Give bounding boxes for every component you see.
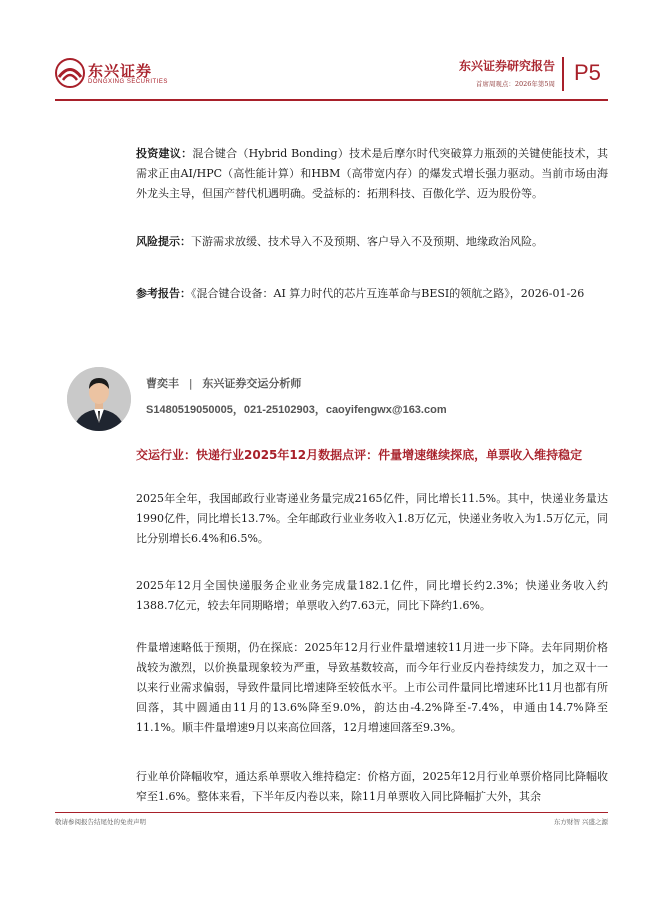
article-title: 交运行业：快递行业2025年12月数据点评：件量增速继续探底，单票收入维持稳定 [136, 448, 583, 462]
article-paragraph-3: 件量增速略低于预期，仍在探底：2025年12月行业件量增速较11月进一步下降。去年同期价格战较为激烈，以价换量现象较为严重，导致基数较高，而今年行业反内卷持续发力，加之双十一以来行业需求偏弱，导致件量同比增速降至较低水平。上市公司件量同比增速环比11月也都有所回落，其中圆通由11月的13.6%降至9.0%，韵达由-4.2%降至-7.4%，申通由14.7%降至11.1%。顺丰件量增速9月以来高位回落，12月增速回落至9.3%。 [136, 641, 608, 734]
investment-label: 投资建议： [136, 147, 193, 160]
header-rule [55, 99, 608, 101]
page-number: P5 [574, 60, 601, 85]
investment-paragraph [136, 144, 608, 204]
reference-paragraph [136, 284, 608, 304]
investment-text: 混合键合（Hybrid Bonding）技术是后摩尔时代突破算力瓶颈的关键使能技术，其需求正由AI/HPC（高性能计算）和HBM（高带宽内存）的爆发式增长强力驱动。当前市场由海外龙头主导，但国产替代机遇明确。受益标的：拓荆科技、百傲化学、迈为股份等。 [136, 147, 609, 200]
analyst-avatar [67, 367, 131, 431]
article-paragraph-2: 2025年12月全国快递服务企业业务完成量182.1亿件，同比增长约2.3%；快递业务收入约1388.7亿元，较去年同期略增；单票收入约7.63元，同比下降约1.6%。 [136, 579, 608, 612]
header-divider [562, 57, 564, 91]
logo-text-cn: 东兴证券 [88, 62, 153, 80]
footer-disclaimer: 敬请参阅报告结尾处的免责声明 [55, 818, 146, 826]
article-paragraph-4: 行业单价降幅收窄，通达系单票收入维持稳定：价格方面，2025年12月行业单票价格同比降幅收窄至1.6%。整体来看，下半年反内卷以来，除11月单票收入同比降幅扩大外，其余 [136, 770, 608, 803]
analyst-name-line [146, 375, 301, 391]
analyst-photo-icon [67, 367, 131, 431]
analyst-role: 东兴证券交运分析师 [202, 377, 302, 390]
logo-text-en: DONGXING SECURITIES [88, 79, 168, 85]
reference-text: 《混合键合设备：AI 算力时代的芯片互连革命与BESI的领航之路》，2026-01-26 [191, 287, 585, 300]
risk-label: 风险提示： [136, 235, 191, 248]
report-title: 东兴证券研究报告 [458, 59, 555, 73]
company-logo-icon [55, 58, 85, 88]
risk-text: 下游需求放缓、技术导入不及预期、客户导入不及预期、地缘政治风险。 [191, 235, 543, 248]
report-subtitle: 首席周观点：2026年第5周 [475, 80, 555, 88]
risk-paragraph [136, 232, 608, 252]
analyst-separator: | [188, 377, 193, 390]
footer-rule [55, 812, 608, 813]
analyst-name: 曹奕丰 [146, 377, 179, 390]
analyst-contact: S1480519050005，021-25102903，caoyifengwx@163.com [146, 404, 447, 416]
reference-label: 参考报告： [136, 287, 191, 300]
footer-slogan: 东方财智 兴盛之源 [553, 818, 608, 826]
article-paragraph-1: 2025年全年，我国邮政行业寄递业务量完成2165亿件，同比增长11.5%。其中，快递业务量达1990亿件，同比增长13.7%。全年邮政行业业务收入1.8万亿元，快递业务收入为1.5万亿元，同比分别增长6.4%和6.5%。 [136, 492, 608, 545]
